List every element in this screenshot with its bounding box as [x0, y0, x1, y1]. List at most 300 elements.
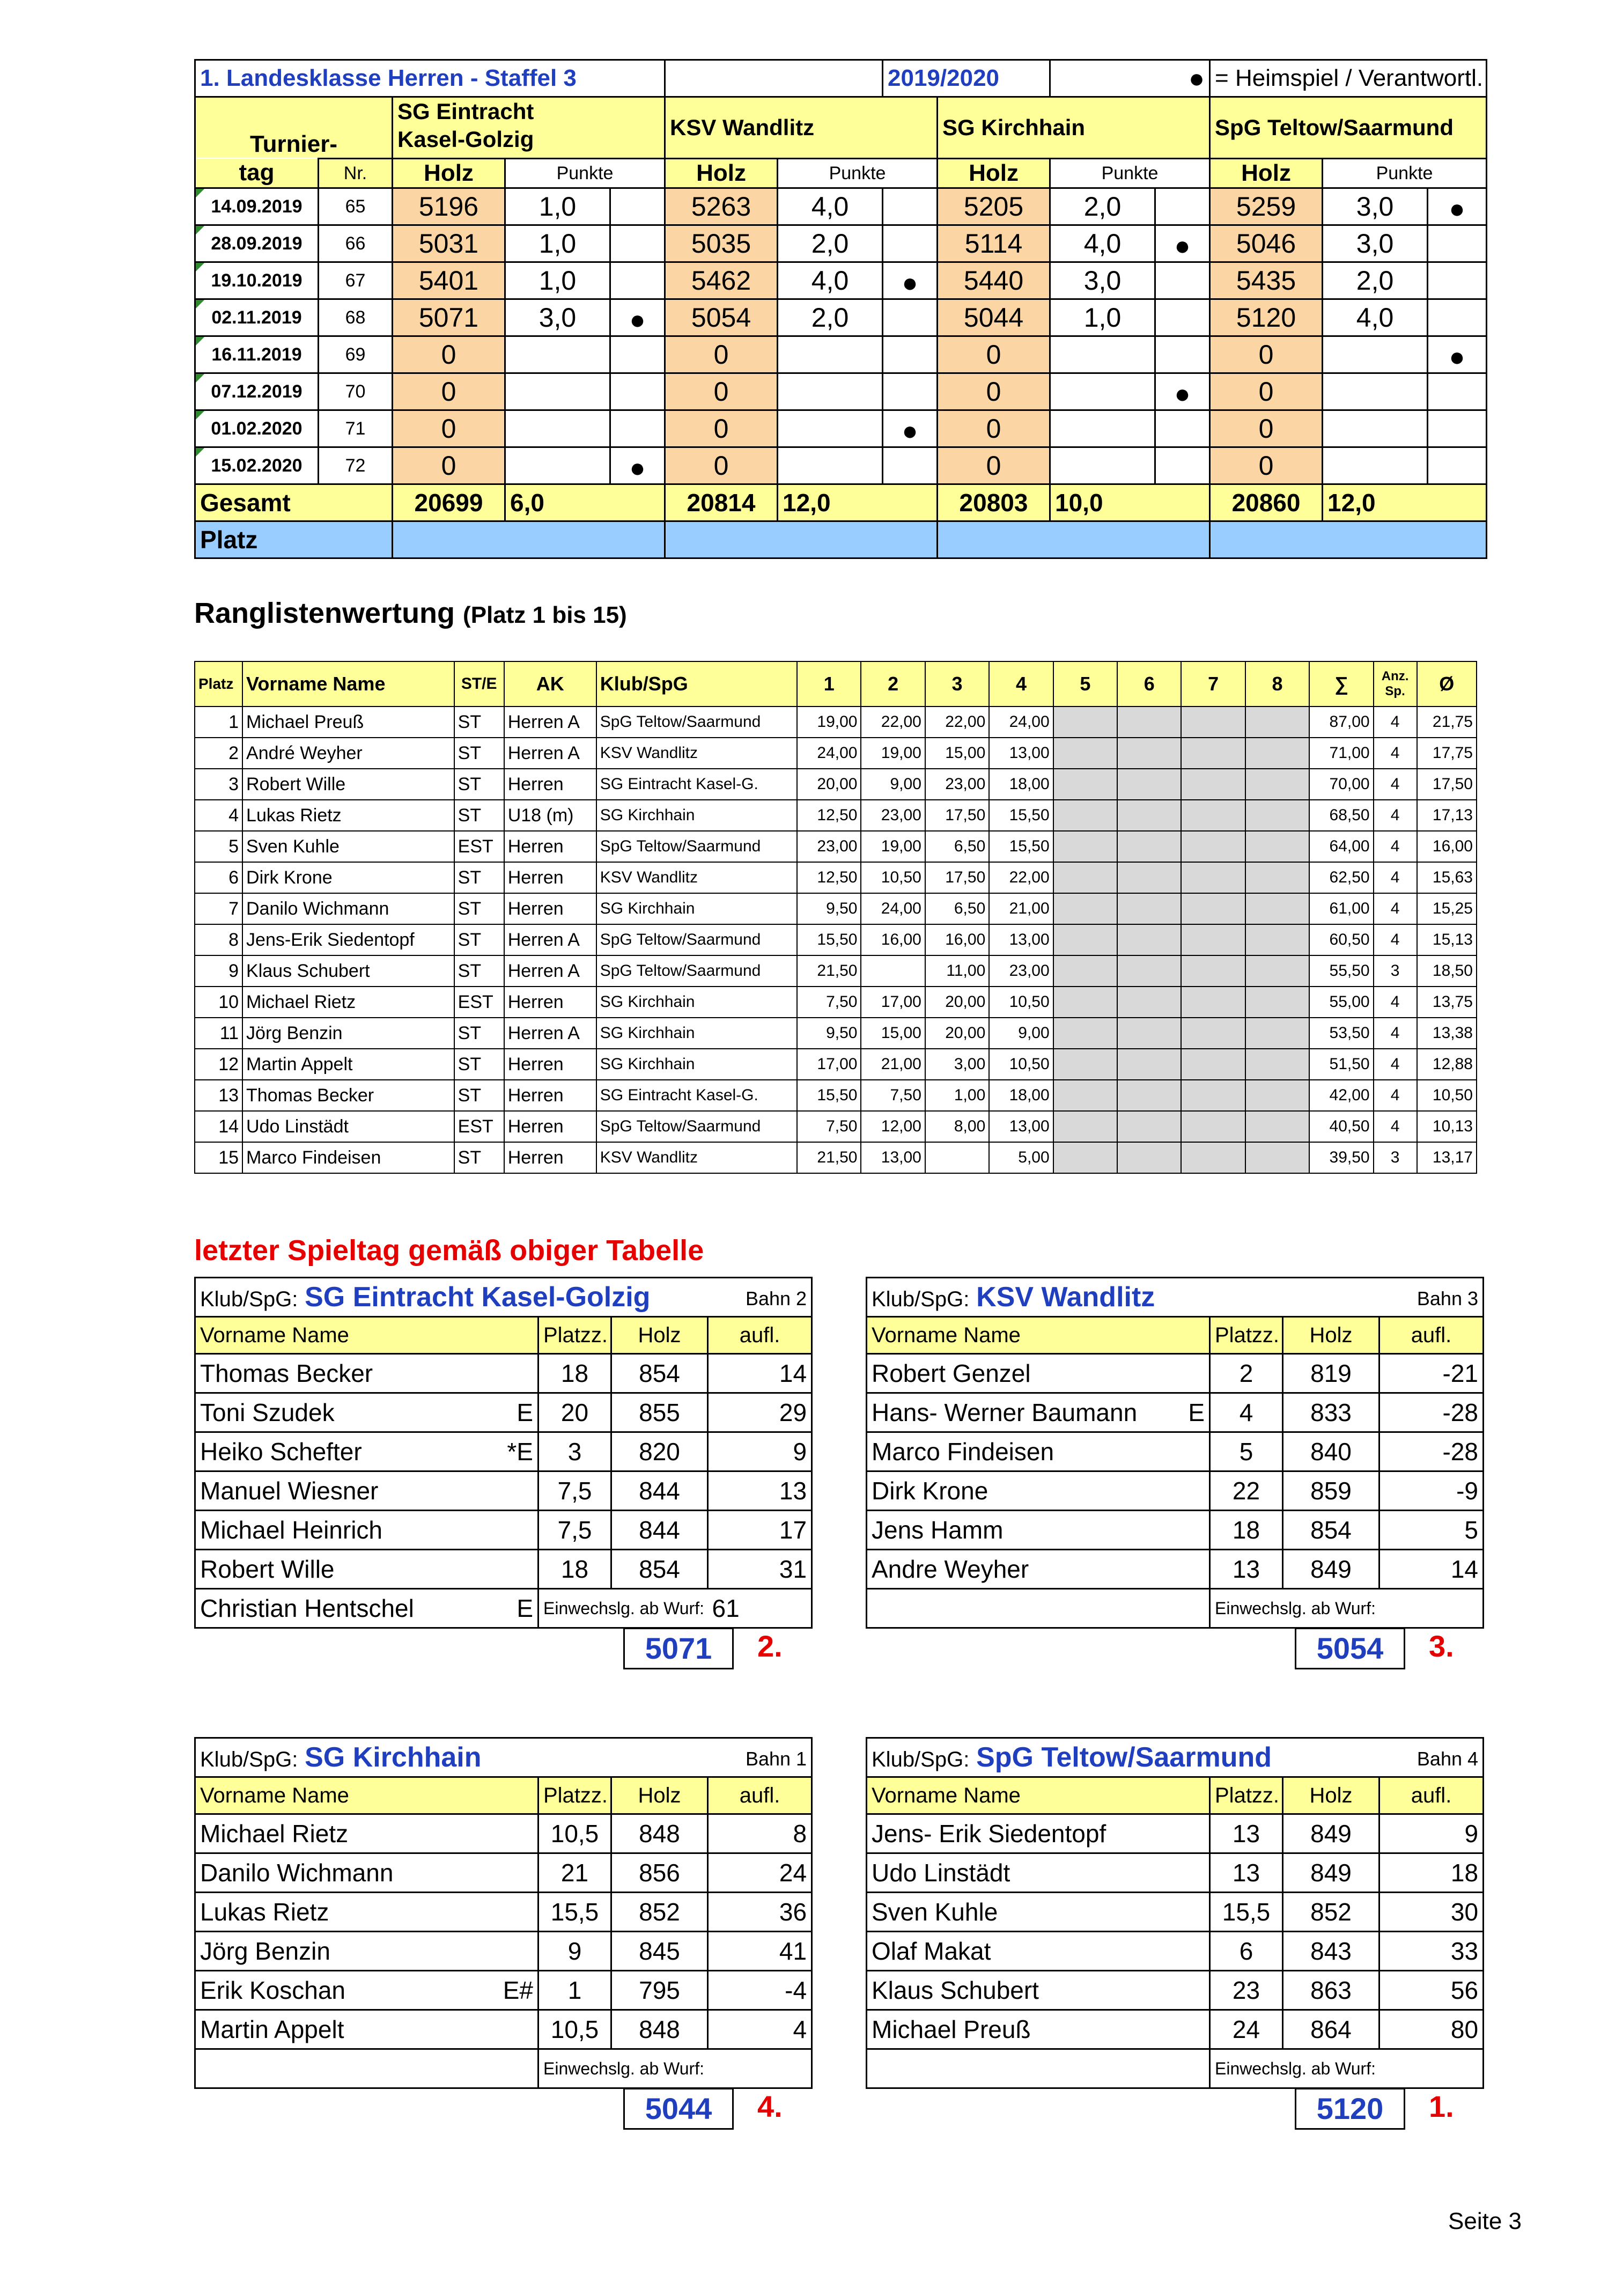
- rank-col-6: 6: [1117, 661, 1181, 707]
- player-flag: [1146, 1511, 1210, 1550]
- ranking-cell: 10,50: [1417, 1080, 1477, 1111]
- round-row: [195, 188, 1487, 225]
- player-platz: 13: [1210, 1853, 1283, 1893]
- player-row: [195, 1432, 812, 1471]
- team-punkte: [1050, 336, 1155, 373]
- substitution-value: [1379, 1589, 1484, 1628]
- club-label: Klub/SpG:: [872, 1287, 970, 1311]
- ranking-cell: 10: [195, 987, 242, 1018]
- ranking-cell: 14: [195, 1111, 242, 1142]
- ranking-cell: [1053, 800, 1117, 831]
- team-total: 5120: [1295, 2088, 1405, 2130]
- rank-col-7: 7: [1181, 661, 1245, 707]
- ranking-cell: 19,00: [861, 831, 925, 862]
- col-holz: Holz: [1283, 1777, 1379, 1814]
- player-flag: [474, 1853, 538, 1893]
- nr-label: Nr.: [319, 159, 393, 188]
- team-punkte: [778, 373, 883, 410]
- player-name: Dirk Krone: [867, 1471, 1146, 1511]
- ranking-cell: [1181, 893, 1245, 924]
- team-punkte: 4,0: [778, 262, 883, 299]
- player-row: [867, 1853, 1484, 1893]
- team-place: 2.: [757, 1629, 783, 1663]
- ranking-cell: ST: [454, 1049, 504, 1080]
- team-holz: 0: [393, 373, 505, 410]
- punkte-label: Punkte: [1050, 159, 1210, 188]
- ranking-cell: Herren A: [504, 955, 596, 987]
- ranking-cell: Thomas Becker: [242, 1080, 454, 1111]
- ranking-cell: [1181, 1049, 1245, 1080]
- ranking-cell: [1181, 1111, 1245, 1142]
- team-header-1: SG Eintracht Kasel-Golzig: [393, 97, 665, 159]
- round-row: [195, 373, 1487, 410]
- player-holz: 849: [1283, 1550, 1379, 1589]
- player-row: [195, 1393, 812, 1432]
- ranking-cell: [1245, 862, 1309, 893]
- punkte-label: Punkte: [505, 159, 665, 188]
- col-name: Vorname Name: [867, 1777, 1210, 1814]
- team-holz: 5259: [1210, 188, 1323, 225]
- ranking-cell: ST: [454, 769, 504, 800]
- home-dot-icon: [610, 373, 665, 410]
- round-row: [195, 410, 1487, 447]
- ranking-cell: 13,00: [989, 738, 1053, 769]
- round-nr: 65: [319, 188, 393, 225]
- team-holz: 5196: [393, 188, 505, 225]
- bahn-label: Bahn 3: [1417, 1287, 1478, 1309]
- total-holz: 20699: [393, 484, 505, 521]
- team-holz: 0: [665, 373, 778, 410]
- player-aufl: 17: [708, 1511, 812, 1550]
- col-name: Vorname Name: [867, 1317, 1210, 1354]
- home-dot-icon: [610, 410, 665, 447]
- ranking-row: [195, 862, 1477, 893]
- ranking-cell: [925, 1142, 989, 1173]
- substitute-flag: [474, 2049, 538, 2088]
- player-platz: 18: [1210, 1511, 1283, 1550]
- ranking-cell: [1053, 831, 1117, 862]
- ranking-cell: Herren: [504, 1142, 596, 1173]
- ranking-cell: 3: [195, 769, 242, 800]
- ranking-cell: 20,00: [925, 1018, 989, 1049]
- team-punkte: 3,0: [505, 299, 610, 336]
- team-punkte: [778, 336, 883, 373]
- ranking-cell: Danilo Wichmann: [242, 893, 454, 924]
- ranking-cell: 4: [1374, 707, 1417, 738]
- ranking-cell: 71,00: [1309, 738, 1373, 769]
- player-platz: 1: [538, 1971, 611, 2010]
- ranking-cell: 12,50: [797, 862, 861, 893]
- player-aufl: -21: [1379, 1354, 1484, 1393]
- player-flag: [1146, 1853, 1210, 1893]
- ranking-cell: KSV Wandlitz: [596, 1142, 797, 1173]
- team-punkte: 2,0: [1323, 262, 1428, 299]
- ranking-cell: Jens-Erik Siedentopf: [242, 924, 454, 955]
- platz-row: [195, 521, 1487, 558]
- ranking-row: [195, 800, 1477, 831]
- player-platz: 3: [538, 1432, 611, 1471]
- ranking-cell: 4: [1374, 1111, 1417, 1142]
- total-punkte: 12,0: [778, 484, 938, 521]
- player-name: Michael Heinrich: [195, 1511, 474, 1550]
- ranking-cell: 12,00: [861, 1111, 925, 1142]
- player-aufl: 31: [708, 1550, 812, 1589]
- player-aufl: 8: [708, 1814, 812, 1853]
- ranking-cell: [1117, 738, 1181, 769]
- ranking-cell: [1245, 769, 1309, 800]
- team-punkte: 3,0: [1323, 188, 1428, 225]
- home-dot-icon: ●: [883, 410, 938, 447]
- player-row: [867, 2010, 1484, 2049]
- player-holz: 852: [1283, 1893, 1379, 1932]
- team-punkte: [1050, 447, 1155, 484]
- rank-col-platz: Platz: [195, 661, 242, 707]
- ranking-cell: EST: [454, 1111, 504, 1142]
- rank-col-1: 1: [797, 661, 861, 707]
- home-dot-icon: [610, 262, 665, 299]
- player-holz: 854: [611, 1354, 708, 1393]
- home-dot-icon: [1155, 410, 1210, 447]
- ranking-cell: 15,50: [797, 1080, 861, 1111]
- ranking-cell: [1245, 955, 1309, 987]
- ranking-cell: [1181, 800, 1245, 831]
- ranking-cell: SG Kirchhain: [596, 987, 797, 1018]
- player-name: Klaus Schubert: [867, 1971, 1146, 2010]
- player-aufl: 5: [1379, 1511, 1484, 1550]
- ranking-cell: Herren A: [504, 924, 596, 955]
- home-dot-icon: [883, 188, 938, 225]
- player-row: [867, 1814, 1484, 1853]
- ranking-cell: SG Eintracht Kasel-G.: [596, 1080, 797, 1111]
- ranking-cell: 17,50: [1417, 769, 1477, 800]
- ranking-cell: 4: [1374, 1018, 1417, 1049]
- gesamt-label: Gesamt: [195, 484, 393, 521]
- holz-label: Holz: [938, 159, 1050, 188]
- ranking-cell: [1117, 955, 1181, 987]
- ranking-cell: [1117, 769, 1181, 800]
- ranking-cell: [1053, 1049, 1117, 1080]
- ranking-cell: 23,00: [925, 769, 989, 800]
- ranking-cell: [1245, 1111, 1309, 1142]
- card-club-row: [867, 1278, 1484, 1317]
- ranking-cell: 17,13: [1417, 800, 1477, 831]
- team-punkte: [505, 447, 610, 484]
- team-card: [866, 1277, 1484, 1629]
- substitution-label: Einwechslg. ab Wurf:: [538, 2049, 708, 2088]
- player-aufl: 29: [708, 1393, 812, 1432]
- substitution-label: Einwechslg. ab Wurf:: [1210, 2049, 1379, 2088]
- ranking-cell: 20,00: [925, 987, 989, 1018]
- ranking-cell: 4: [1374, 1049, 1417, 1080]
- home-dot-icon: ●: [883, 262, 938, 299]
- ranking-cell: 7,50: [797, 987, 861, 1018]
- ranking-cell: 10,50: [989, 987, 1053, 1018]
- ranking-cell: 15,50: [989, 800, 1053, 831]
- player-name: Jörg Benzin: [195, 1932, 474, 1971]
- team-punkte: [778, 447, 883, 484]
- ranking-cell: 13,00: [989, 924, 1053, 955]
- ranking-cell: 4: [1374, 924, 1417, 955]
- player-holz: 840: [1283, 1432, 1379, 1471]
- ranking-cell: [1181, 769, 1245, 800]
- ranking-cell: [1181, 955, 1245, 987]
- round-row: [195, 262, 1487, 299]
- ranking-cell: ST: [454, 1142, 504, 1173]
- ranking-header-row: [195, 661, 1477, 707]
- ranking-row: [195, 1080, 1477, 1111]
- player-name: Robert Wille: [195, 1550, 474, 1589]
- home-dot-icon: [1155, 336, 1210, 373]
- ranking-cell: [1053, 862, 1117, 893]
- ranking-cell: 5,00: [989, 1142, 1053, 1173]
- ranking-cell: 16,00: [861, 924, 925, 955]
- player-flag: E: [474, 1393, 538, 1432]
- player-holz: 863: [1283, 1971, 1379, 2010]
- ranking-cell: [1117, 1018, 1181, 1049]
- home-dot-icon: [883, 373, 938, 410]
- player-aufl: 13: [708, 1471, 812, 1511]
- substitute-name: Christian Hentschel: [195, 1589, 474, 1628]
- substitute-row: [867, 1589, 1484, 1628]
- substitute-name: [867, 1589, 1146, 1628]
- ranking-cell: 8: [195, 924, 242, 955]
- substitution-value: [1379, 2049, 1484, 2088]
- ranking-cell: 13: [195, 1080, 242, 1111]
- round-nr: 66: [319, 225, 393, 262]
- player-flag: [474, 1471, 538, 1511]
- player-platz: 13: [1210, 1550, 1283, 1589]
- total-row: [195, 484, 1487, 521]
- player-flag: [1146, 1471, 1210, 1511]
- team-header-3: SG Kirchhain: [938, 97, 1210, 159]
- player-row: [195, 1853, 812, 1893]
- ranking-cell: 21,00: [989, 893, 1053, 924]
- player-platz: 10,5: [538, 2010, 611, 2049]
- round-nr: 68: [319, 299, 393, 336]
- ranking-cell: 4: [1374, 738, 1417, 769]
- ranking-cell: KSV Wandlitz: [596, 738, 797, 769]
- team-holz: 0: [665, 410, 778, 447]
- ranking-cell: [1053, 1018, 1117, 1049]
- ranking-title: Ranglistenwertung (Platz 1 bis 15): [194, 597, 627, 629]
- ranking-cell: SG Kirchhain: [596, 893, 797, 924]
- player-row: [195, 1971, 812, 2010]
- team-holz: 0: [938, 373, 1050, 410]
- team-punkte: [1323, 336, 1428, 373]
- player-holz: 849: [1283, 1814, 1379, 1853]
- home-dot-icon: ●: [1428, 188, 1487, 225]
- ranking-cell: 4: [1374, 1080, 1417, 1111]
- player-name: Robert Genzel: [867, 1354, 1146, 1393]
- team-header-2: KSV Wandlitz: [665, 97, 938, 159]
- substitution-label: Einwechslg. ab Wurf:: [1210, 1589, 1379, 1628]
- team-holz: 0: [1210, 373, 1323, 410]
- player-flag: [474, 1511, 538, 1550]
- round-nr: 69: [319, 336, 393, 373]
- home-dot-icon: [1428, 299, 1487, 336]
- team-header-4: SpG Teltow/Saarmund: [1210, 97, 1487, 159]
- ranking-cell: 15,00: [861, 1018, 925, 1049]
- ranking-cell: 10,50: [989, 1049, 1053, 1080]
- team-holz: 5205: [938, 188, 1050, 225]
- player-flag: [1146, 1893, 1210, 1932]
- player-holz: 855: [611, 1393, 708, 1432]
- player-holz: 859: [1283, 1471, 1379, 1511]
- substitute-flag: [1146, 2049, 1210, 2088]
- home-dot-icon: [1155, 299, 1210, 336]
- platz-label: Platz: [195, 521, 393, 558]
- team-place: 1.: [1429, 2089, 1454, 2123]
- ranking-cell: 13,00: [861, 1142, 925, 1173]
- home-dot-icon: [1428, 373, 1487, 410]
- substitute-name: [867, 2049, 1146, 2088]
- team-holz: 0: [1210, 447, 1323, 484]
- card-header-row: [195, 1777, 812, 1814]
- team-holz: 0: [1210, 410, 1323, 447]
- ranking-cell: [1181, 831, 1245, 862]
- round-date: 02.11.2019: [195, 299, 319, 336]
- ranking-cell: 21,50: [797, 955, 861, 987]
- team-punkte: 1,0: [505, 188, 610, 225]
- ranking-cell: SpG Teltow/Saarmund: [596, 707, 797, 738]
- ranking-cell: [1117, 1049, 1181, 1080]
- ranking-cell: 11,00: [925, 955, 989, 987]
- round-date: 07.12.2019: [195, 373, 319, 410]
- ranking-cell: [1053, 924, 1117, 955]
- ranking-cell: Martin Appelt: [242, 1049, 454, 1080]
- column-header-row: [195, 159, 1487, 188]
- holz-label: Holz: [665, 159, 778, 188]
- col-name: Vorname Name: [195, 1317, 538, 1354]
- player-platz: 15,5: [1210, 1893, 1283, 1932]
- player-platz: 24: [1210, 2010, 1283, 2049]
- substitution-value: 61: [708, 1589, 812, 1628]
- substitute-row: [195, 1589, 812, 1628]
- player-holz: 852: [611, 1893, 708, 1932]
- player-row: [195, 1893, 812, 1932]
- ranking-cell: 15,13: [1417, 924, 1477, 955]
- round-date: 14.09.2019: [195, 188, 319, 225]
- player-platz: 13: [1210, 1814, 1283, 1853]
- team-punkte: [1323, 447, 1428, 484]
- player-name: Manuel Wiesner: [195, 1471, 474, 1511]
- ranking-cell: [1245, 738, 1309, 769]
- player-name: Marco Findeisen: [867, 1432, 1146, 1471]
- ranking-cell: 24,00: [797, 738, 861, 769]
- substitute-flag: [1146, 1589, 1210, 1628]
- team-punkte: 1,0: [1050, 299, 1155, 336]
- team-punkte: 3,0: [1050, 262, 1155, 299]
- team-holz: 5035: [665, 225, 778, 262]
- player-holz: 854: [1283, 1511, 1379, 1550]
- team-card: [866, 1737, 1484, 2089]
- ranking-cell: 13,38: [1417, 1018, 1477, 1049]
- player-platz: 7,5: [538, 1471, 611, 1511]
- player-name: Michael Preuß: [867, 2010, 1146, 2049]
- team-holz: 5440: [938, 262, 1050, 299]
- player-row: [195, 1511, 812, 1550]
- ranking-row: [195, 1142, 1477, 1173]
- ranking-cell: [1181, 1142, 1245, 1173]
- team-place: 4.: [757, 2089, 783, 2123]
- player-name: Udo Linstädt: [867, 1853, 1146, 1893]
- team-card: [194, 1277, 813, 1629]
- ranking-cell: André Weyher: [242, 738, 454, 769]
- col-aufl: aufl.: [1379, 1317, 1484, 1354]
- ranking-cell: 15: [195, 1142, 242, 1173]
- team-card: [194, 1737, 813, 2089]
- ranking-cell: Herren A: [504, 738, 596, 769]
- player-name: Sven Kuhle: [867, 1893, 1146, 1932]
- home-dot-icon: [610, 225, 665, 262]
- ranking-cell: 15,50: [989, 831, 1053, 862]
- ranking-cell: [1245, 707, 1309, 738]
- ranking-cell: Klaus Schubert: [242, 955, 454, 987]
- player-platz: 23: [1210, 1971, 1283, 2010]
- ranking-cell: 22,00: [861, 707, 925, 738]
- ranking-cell: [1117, 893, 1181, 924]
- ranking-cell: SpG Teltow/Saarmund: [596, 955, 797, 987]
- ranking-cell: [1053, 987, 1117, 1018]
- ranking-cell: 9,00: [989, 1018, 1053, 1049]
- player-row: [867, 1471, 1484, 1511]
- ranking-cell: ST: [454, 862, 504, 893]
- player-name: Erik Koschan: [195, 1971, 474, 2010]
- home-dot-icon: [883, 299, 938, 336]
- player-row: [867, 1893, 1484, 1932]
- player-platz: 2: [1210, 1354, 1283, 1393]
- player-holz: 843: [1283, 1932, 1379, 1971]
- team-punkte: 4,0: [1050, 225, 1155, 262]
- rank-col-avg: Ø: [1417, 661, 1477, 707]
- player-aufl: 14: [708, 1354, 812, 1393]
- ranking-cell: [1245, 1049, 1309, 1080]
- player-name: Michael Rietz: [195, 1814, 474, 1853]
- player-platz: 15,5: [538, 1893, 611, 1932]
- ranking-cell: 15,63: [1417, 862, 1477, 893]
- player-flag: [1146, 2010, 1210, 2049]
- ranking-cell: Michael Rietz: [242, 987, 454, 1018]
- player-aufl: 36: [708, 1893, 812, 1932]
- club-label: Klub/SpG:: [200, 1748, 298, 1771]
- ranking-cell: [1117, 924, 1181, 955]
- ranking-cell: 3: [1374, 955, 1417, 987]
- holz-label: Holz: [393, 159, 505, 188]
- title-row: [195, 60, 1487, 97]
- ranking-cell: 17,00: [861, 987, 925, 1018]
- ranking-cell: Herren: [504, 1080, 596, 1111]
- player-name: Toni Szudek: [195, 1393, 474, 1432]
- ranking-cell: 7,50: [861, 1080, 925, 1111]
- team-holz: 5114: [938, 225, 1050, 262]
- team-holz: 5071: [393, 299, 505, 336]
- ranking-cell: 5: [195, 831, 242, 862]
- ranking-cell: [1181, 924, 1245, 955]
- player-holz: 864: [1283, 2010, 1379, 2049]
- team-holz: 0: [938, 336, 1050, 373]
- card-header-row: [867, 1777, 1484, 1814]
- player-name: Jens Hamm: [867, 1511, 1146, 1550]
- turnier-label: Turnier-: [195, 97, 393, 159]
- round-date: 16.11.2019: [195, 336, 319, 373]
- club-name: SG Kirchhain: [305, 1742, 482, 1773]
- ranking-cell: ST: [454, 707, 504, 738]
- ranking-cell: [1117, 987, 1181, 1018]
- ranking-cell: [1053, 1111, 1117, 1142]
- player-aufl: 56: [1379, 1971, 1484, 2010]
- home-dot-icon: ●: [1155, 373, 1210, 410]
- ranking-cell: 13,00: [989, 1111, 1053, 1142]
